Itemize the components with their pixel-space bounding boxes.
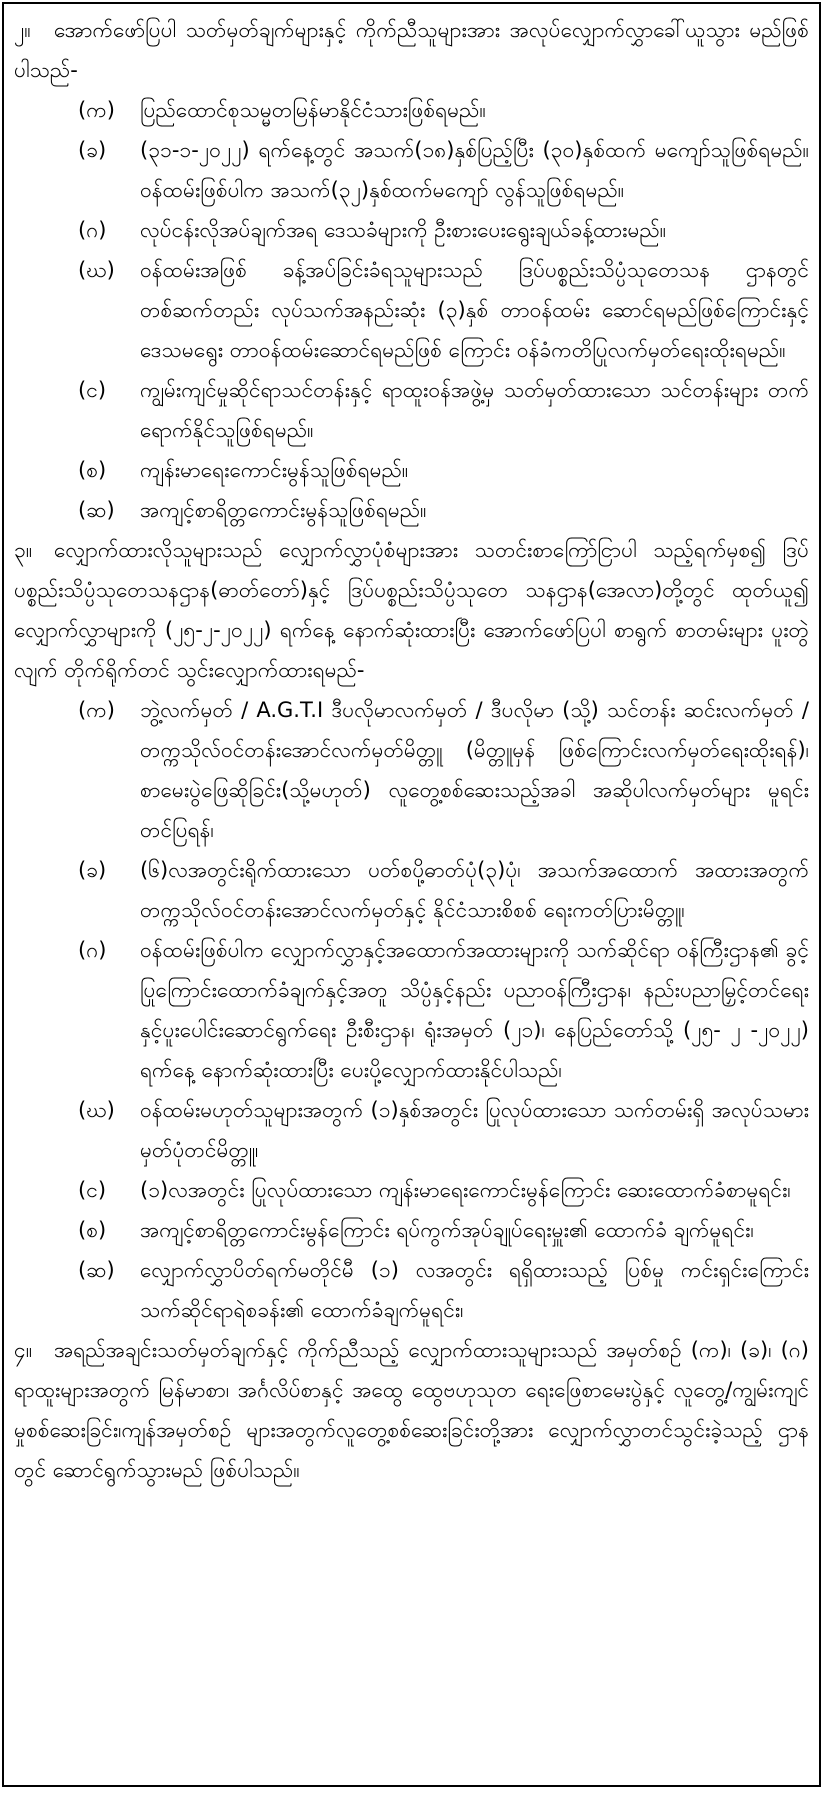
section-intro <box>14 10 809 90</box>
section-intro-text: လျှောက်ထားလိုသူများသည် လျှောက်လွှာပုံစံများအား သတင်းစာကြော်ငြာပါ သည့်ရက်မှစ၍ ဒြပ်ပစ္စည်းသိပ္ပံသုတေသနဌာန(ဓာတ်တော်)နှင့် ဒြပ်ပစ္စည်းသိပ္ပံသုတေ သနဌာန(အေလာ)တို့တွင် ထုတ်ယူ၍ လျှောက်လွှာများကို (၂၅-၂-၂၀၂၂) ရက်နေ့ နောက်ဆုံးထားပြီး အောက်ဖော်ပြပါ စာရွက် စာတမ်းများ ပူးတွဲလျက် တိုက်ရိုက်တင် သွင်းလျှောက်ထားရမည်- <box>14 538 809 682</box>
item-label: (ဆ) <box>78 1258 115 1282</box>
item-label: (ဆ) <box>78 498 115 522</box>
item-label: (ဃ) <box>78 258 115 282</box>
section-eligibility <box>14 10 809 530</box>
item-label: (စ) <box>78 1218 107 1242</box>
section-examination <box>14 1330 809 1490</box>
list-item <box>14 850 809 930</box>
section-number: ၃။ <box>14 538 33 562</box>
list-item <box>14 1170 809 1210</box>
item-text: ကျန်းမာရေးကောင်းမွန်သူဖြစ်ရမည်။ <box>140 458 409 482</box>
item-label: (ခ) <box>78 138 107 162</box>
item-label: (က) <box>78 98 115 122</box>
list-item <box>14 1090 809 1170</box>
item-text: ဝန်ထမ်းဖြစ်ပါက လျှောက်လွှာနှင့်အထောက်အထားများကို သက်ဆိုင်ရာ ဝန်ကြီးဌာန၏ ခွင့်ပြုကြောင်းထောက်ခံချက်နှင့်အတူ သိပ္ပံနှင့်နည်း ပညာဝန်ကြီးဌာန၊ နည်းပညာမြှင့်တင်ရေးနှင့်ပူးပေါင်းဆောင်ရွက်ရေး ဦးစီးဌာန၊ ရုံးအမှတ် (၂၁)၊ နေပြည်တော်သို့ (၂၅- ၂ -၂၀၂၂) ရက်နေ့ နောက်ဆုံးထားပြီး ပေးပို့လျှောက်ထားနိုင်ပါသည်၊ <box>140 938 809 1082</box>
item-label: (ဂ) <box>78 218 107 242</box>
item-label: (ခ) <box>78 858 107 882</box>
list-item <box>14 930 809 1090</box>
item-text: (၆)လအတွင်းရိုက်ထားသော ပတ်စပို့ဓာတ်ပုံ(၃)ပုံ၊ အသက်အထောက် အထားအတွက် တက္ကသိုလ်ဝင်တန်းအောင်လက်မှတ်နှင့် နိုင်ငံသားစိစစ် ရေးကတ်ပြားမိတ္တူ၊ <box>140 858 809 922</box>
item-text: ဝန်ထမ်းမဟုတ်သူများအတွက် (၁)နှစ်အတွင်း ပြုလုပ်ထားသော သက်တမ်းရှိ အလုပ်သမားမှတ်ပုံတင်မိတ္တူ၊ <box>140 1098 809 1162</box>
list-item <box>14 210 809 250</box>
item-text: ဝန်ထမ်းအဖြစ် ခန့်အပ်ခြင်းခံရသူများသည် ဒြပ်ပစ္စည်းသိပ္ပံသုတေသန ဌာနတွင် တစ်ဆက်တည်း လုပ်သက်အနည်းဆုံး (၃)နှစ် တာဝန်ထမ်း ဆောင်ရမည်ဖြစ်ကြောင်းနှင့် ဒေသမရွေး တာဝန်ထမ်းဆောင်ရမည်ဖြစ် ကြောင်း ဝန်ခံကတိပြုလက်မှတ်ရေးထိုးရမည်။ <box>140 258 809 362</box>
item-text: လုပ်ငန်းလိုအပ်ချက်အရ ဒေသခံများကို ဦးစားပေးရွေးချယ်ခန့်ထားမည်။ <box>140 218 667 242</box>
item-label: (ဂ) <box>78 938 107 962</box>
document-page <box>2 2 821 1787</box>
item-text: ကျွမ်းကျင်မှုဆိုင်ရာသင်တန်းနှင့် ရာထူးဝန်အဖွဲ့မှ သတ်မှတ်ထားသော သင်တန်းများ တက်ရောက်နိုင်သူဖြစ်ရမည်။ <box>140 378 809 442</box>
item-text: အကျင့်စာရိတ္တကောင်းမွန်သူဖြစ်ရမည်။ <box>140 498 427 522</box>
list-item <box>14 450 809 490</box>
list-item <box>14 130 809 210</box>
item-label: (င) <box>78 378 107 402</box>
item-text: ပြည်ထောင်စုသမ္မတမြန်မာနိုင်ငံသားဖြစ်ရမည်။ <box>140 98 486 122</box>
list-item <box>14 250 809 370</box>
list-item <box>14 1250 809 1330</box>
item-text: (၁)လအတွင်း ပြုလုပ်ထားသော ကျန်းမာရေးကောင်းမွန်ကြောင်း ဆေးထောက်ခံစာမူရင်း၊ <box>140 1178 791 1202</box>
section-number: ၂။ <box>14 18 31 42</box>
list-item <box>14 1210 809 1250</box>
list-item <box>14 370 809 450</box>
section-intro-text: အရည်အချင်းသတ်မှတ်ချက်နှင့် ကိုက်ညီသည့် လျှောက်ထားသူများသည် အမှတ်စဉ် (က)၊ (ခ)၊ (ဂ) ရာထူးများအတွက် မြန်မာစာ၊ အင်္ဂလိပ်စာနှင့် အထွေ ထွေဗဟုသုတ ရေးဖြေစာမေးပွဲနှင့် လူတွေ့/ကျွမ်းကျင်မှုစစ်ဆေးခြင်း၊ကျန်အမှတ်စဉ် များအတွက်လူတွေ့စစ်ဆေးခြင်းတို့အား လျှောက်လွှာတင်သွင်းခဲ့သည့် ဌာနတွင် ဆောင်ရွက်သွားမည် ဖြစ်ပါသည်။ <box>14 1338 809 1482</box>
section-intro <box>14 530 809 690</box>
section-intro <box>14 1330 809 1490</box>
list-item <box>14 490 809 530</box>
section-intro-text: အောက်ဖော်ပြပါ သတ်မှတ်ချက်များနှင့် ကိုက်ညီသူများအား အလုပ်လျှောက်လွှာခေါ်ယူသွား မည်ဖြစ်ပါသည်- <box>14 18 809 82</box>
list-item <box>14 690 809 850</box>
section-number: ၄။ <box>14 1338 33 1362</box>
list-item <box>14 90 809 130</box>
item-text: အကျင့်စာရိတ္တကောင်းမွန်ကြောင်း ရပ်ကွက်အုပ်ချုပ်ရေးမှူး၏ ထောက်ခံ ချက်မူရင်း၊ <box>140 1218 754 1242</box>
item-label: (င) <box>78 1178 107 1202</box>
section-application-documents <box>14 530 809 1330</box>
item-text: လျှောက်လွှာပိတ်ရက်မတိုင်မီ (၁) လအတွင်း ရရှိထားသည့် ပြစ်မှု ကင်းရှင်းကြောင်း သက်ဆိုင်ရာရဲစခန်း၏ ထောက်ခံချက်မူရင်း၊ <box>140 1258 809 1322</box>
item-label: (က) <box>78 698 115 722</box>
item-text: ဘွဲ့လက်မှတ် / A.G.T.I ဒီပလိုမာလက်မှတ် / ဒီပလိုမာ (သို့) သင်တန်း ဆင်းလက်မှတ် / တက္ကသိုလ်ဝင်တန်းအောင်လက်မှတ်မိတ္တူ (မိတ္တူမှန် ဖြစ်ကြောင်းလက်မှတ်ရေးထိုးရန်)၊ စာမေးပွဲဖြေဆိုခြင်း(သို့မဟုတ်) လူတွေ့စစ်ဆေးသည့်အခါ အဆိုပါလက်မှတ်များ မူရင်းတင်ပြရန်၊ <box>140 698 809 842</box>
item-label: (စ) <box>78 458 107 482</box>
item-text: (၃၁-၁-၂၀၂၂) ရက်နေ့တွင် အသက်(၁၈)နှစ်ပြည့်ပြီး (၃၀)နှစ်ထက် မကျော်သူဖြစ်ရမည်။ ဝန်ထမ်းဖြစ်ပါက အသက်(၃၂)နှစ်ထက်မကျော် လွန်သူဖြစ်ရမည်။ <box>140 138 809 202</box>
item-label: (ဃ) <box>78 1098 115 1122</box>
